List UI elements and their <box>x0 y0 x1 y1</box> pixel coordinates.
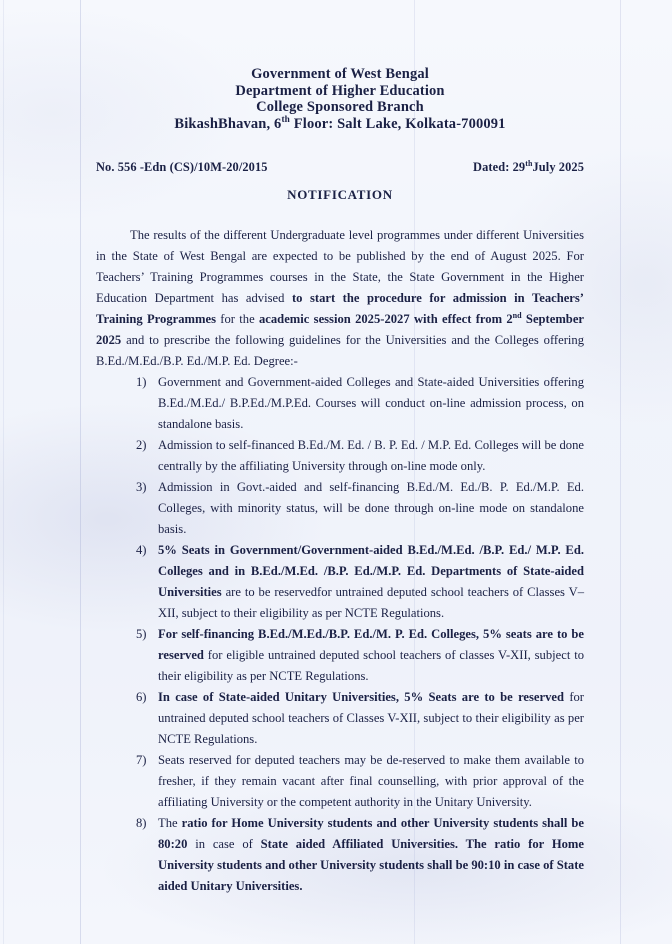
letterhead-line-government: Government of West Bengal <box>251 66 429 82</box>
guideline-item <box>136 813 584 897</box>
guideline-item <box>136 540 584 624</box>
guideline-item <box>136 435 584 477</box>
reference-number: No. 556 -Edn (CS)/10M-20/2015 <box>96 160 268 175</box>
intro-paragraph-block <box>96 225 584 372</box>
guideline-item <box>136 477 584 540</box>
guideline-item <box>136 750 584 813</box>
guideline-text-segment: for eligible untrained deputed school teachers of classes V-XII, subject to their eligibility as per NCTE Regulations. <box>158 648 584 684</box>
guideline-text-segment: State aided Affiliated Universities. The ratio for Home University students and other University students shall be 90:10 in case of State aided Unitary Universities. <box>158 837 584 894</box>
guideline-item <box>136 624 584 687</box>
intro-bold-session-ordinal <box>513 312 522 326</box>
guideline-text-segment: for untrained deputed school teachers of Classes V-XII, subject to their eligibility as per NCTE Regulations. <box>158 690 584 747</box>
letterhead-line-address <box>96 116 584 133</box>
guideline-item <box>136 687 584 750</box>
guideline-text-segment: For self-financing B.Ed./M.Ed./B.P. Ed./M. P. Ed. Colleges, 5% seats are to be reserved <box>158 627 584 663</box>
guideline-text-segment: The <box>158 816 182 831</box>
letterhead-line-branch: College Sponsored Branch <box>256 99 424 116</box>
intro-bold-september: September 2025 <box>96 312 584 348</box>
guideline-text-segment: ratio for Home University students and other University students shall be 80:20 <box>158 816 584 852</box>
guideline-text-segment: In case of State-aided Unitary Universities, 5% Seats are to be reserved <box>158 690 564 705</box>
letterhead-line-department: Department of Higher Education <box>235 82 445 99</box>
guidelines-list <box>96 372 584 897</box>
intro-session-ordinal-suffix: nd <box>512 311 522 321</box>
guideline-text-segment: Seats reserved for deputed teachers may be de-reserved to make them available to fresher, if they remain vacant after final counselling, with prior approval of the affiliating University or the competent authority in the Unitary University. <box>158 753 584 810</box>
intro-text-part-3: and to prescribe the following guidelines for the Universities and the Colleges offering B.Ed./M.Ed./B.P. Ed./M.P. Ed. Degree:- <box>96 333 584 369</box>
address-ordinal-suffix: th <box>281 114 290 125</box>
date-prefix: Dated: 29 <box>473 160 526 175</box>
intro-paragraph <box>96 225 584 372</box>
date-suffix: July 2025 <box>532 160 584 175</box>
date-ordinal-suffix: th <box>525 159 533 169</box>
guideline-item <box>136 372 584 435</box>
guideline-text-segment: Government and Government-aided Colleges and State-aided Universities offering B.Ed./M.Ed./ B.P.Ed./M.P.Ed. Courses will conduct on-line admission process, on standalone basis. <box>158 375 584 432</box>
address-suffix: Floor: Salt Lake, Kolkata-700091 <box>289 115 506 132</box>
intro-bold-session: academic session 2025-2027 with effect from 2 <box>259 312 513 327</box>
guideline-text-segment: in case of <box>187 837 261 852</box>
guideline-text-segment: are to be reservedfor untrained deputed school teachers of Classes V–XII, subject to their eligibility as per NCTE Regulations. <box>158 585 584 621</box>
document-date <box>473 160 584 175</box>
guideline-text-segment: 5% Seats in Government/Government-aided B.Ed./M.Ed. /B.P. Ed./ M.P. Ed. Colleges and in B.Ed./M.Ed. /B.P. Ed./M.P. Ed. Departments of State-aided Universities <box>158 543 584 600</box>
page-title: NOTIFICATION <box>287 187 393 203</box>
address-prefix: BikashBhavan, 6 <box>174 115 282 132</box>
reference-date-row <box>96 160 584 175</box>
letterhead <box>96 0 584 132</box>
intro-bold-procedure: to start the procedure for admission in Teachers’ Training Programmes <box>96 291 584 327</box>
intro-text-part-2: for the <box>215 312 259 327</box>
guideline-text-segment: Admission in Govt.-aided and self-financing B.Ed./M. Ed./B. P. Ed./M.P. Ed. Colleges, with minority status, will be done through on-line mode on standalone basis. <box>158 480 584 537</box>
intro-text-part-1: The results of the different Undergraduate level programmes under different Universities in the State of West Bengal are expected to be published by the end of August 2025. For Teachers’ Training Programmes courses in the State, the State Government in the Higher Education Department has advised <box>96 228 584 306</box>
guideline-text-segment: Admission to self-financed B.Ed./M. Ed. / B. P. Ed. / M.P. Ed. Colleges will be done centrally by the affiliating University through on-line mode only. <box>158 438 584 474</box>
